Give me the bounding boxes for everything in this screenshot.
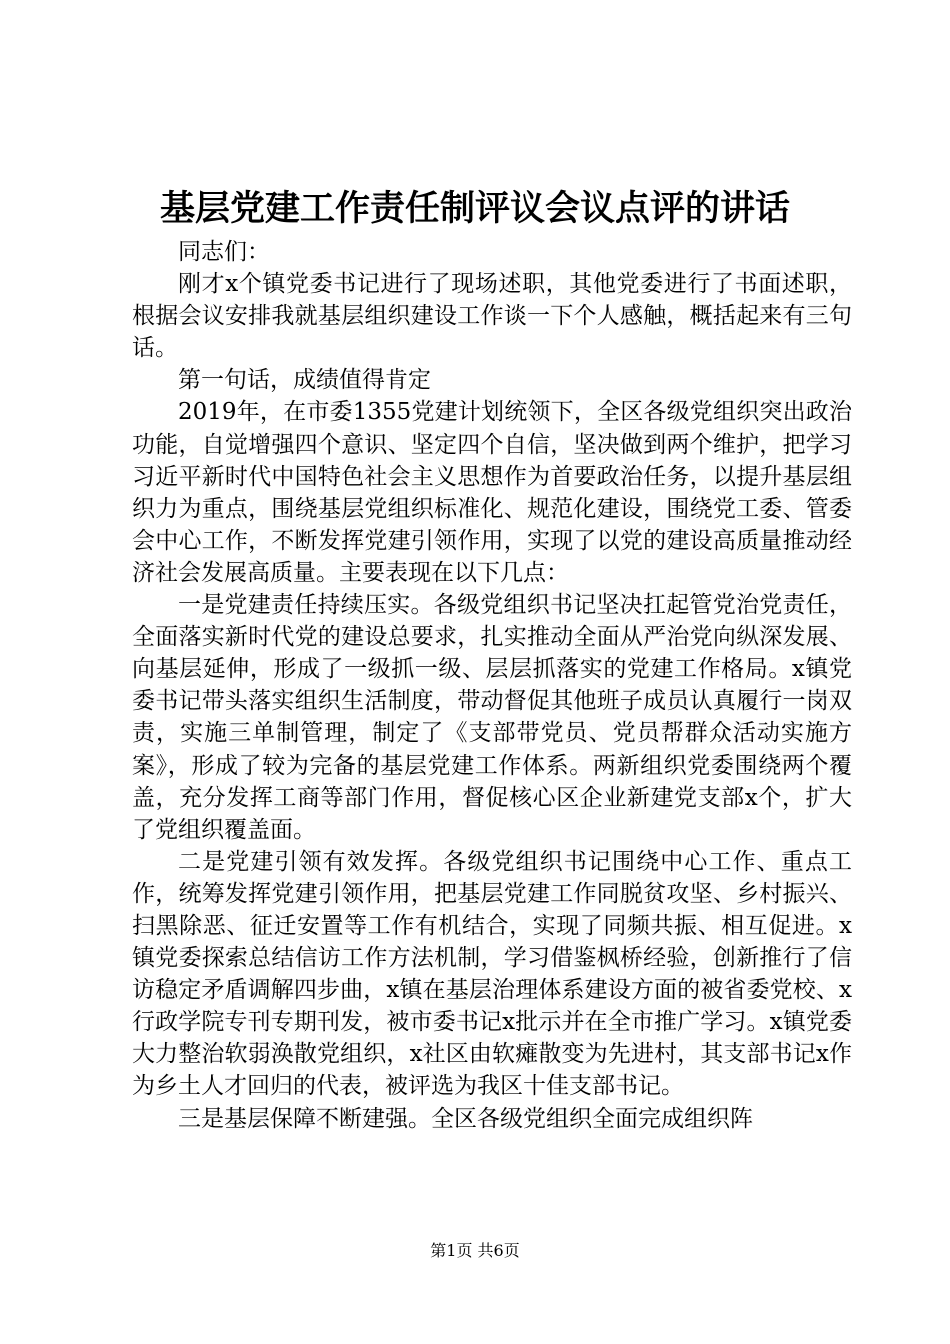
page-footer: 第1页 共6页 [430,1241,520,1260]
point-three-paragraph: 三是基层保障不断建强。全区各级党组织全面完成组织阵 [178,1105,753,1132]
salutation: 同志们： [178,239,270,265]
document-title: 基层党建工作责任制评议会议点评的讲话 [159,188,790,229]
summary-paragraph: 2019年，在市委1355党建计划统领下，全区各级党组织突出政治功能，自觉增强四个意识、坚定四个自信，坚决做到两个维护，把学习习近平新时代中国特色社会主义思想作为首要政治任务，以提升基层组织力为重点，围绕基层党组织标准化、规范化建设，围绕党工委、管委会中心工作，不断发挥党建引领作用，实现了以党的建设高质量推动经济社会发展高质量。主要表现在以下几点： [132,399,852,586]
intro-paragraph: 刚才x个镇党委书记进行了现场述职，其他党委进行了书面述职，根据会议安排我就基层组织建设工作谈一下个人感触，概括起来有三句话。 [132,271,852,362]
point-two-paragraph: 二是党建引领有效发挥。各级党组织书记围绕中心工作、重点工作，统筹发挥党建引领作用，把基层党建工作同脱贫攻坚、乡村振兴、扫黑除恶、征迁安置等工作有机结合，实现了同频共振、相互促进。x镇党委探索总结信访工作方法机制，学习借鉴枫桥经验，创新推行了信访稳定矛盾调解四步曲，x镇在基层治理体系建设方面的被省委党校、x行政学院专刊专期刊发，被市委书记x批示并在全市推广学习。x镇党委大力整治软弱涣散党组织，x社区由软瘫散变为先进村，其支部书记x作为乡土人才回归的代表，被评选为我区十佳支部书记。 [132,848,852,1100]
document-body [132,236,852,1135]
point-one-paragraph: 一是党建责任持续压实。各级党组织书记坚决扛起管党治党责任，全面落实新时代党的建设总要求，扎实推动全面从严治党向纵深发展、向基层延伸，形成了一级抓一级、层层抓落实的党建工作格局。x镇党委书记带头落实组织生活制度，带动督促其他班子成员认真履行一岗双责，实施三单制管理，制定了《支部带党员、党员帮群众活动实施方案》，形成了较为完备的基层党建工作体系。两新组织党委围绕两个覆盖，充分发挥工商等部门作用，督促核心区企业新建党支部x个，扩大了党组织覆盖面。 [132,592,852,843]
section-heading: 第一句话，成绩值得肯定 [178,367,431,394]
